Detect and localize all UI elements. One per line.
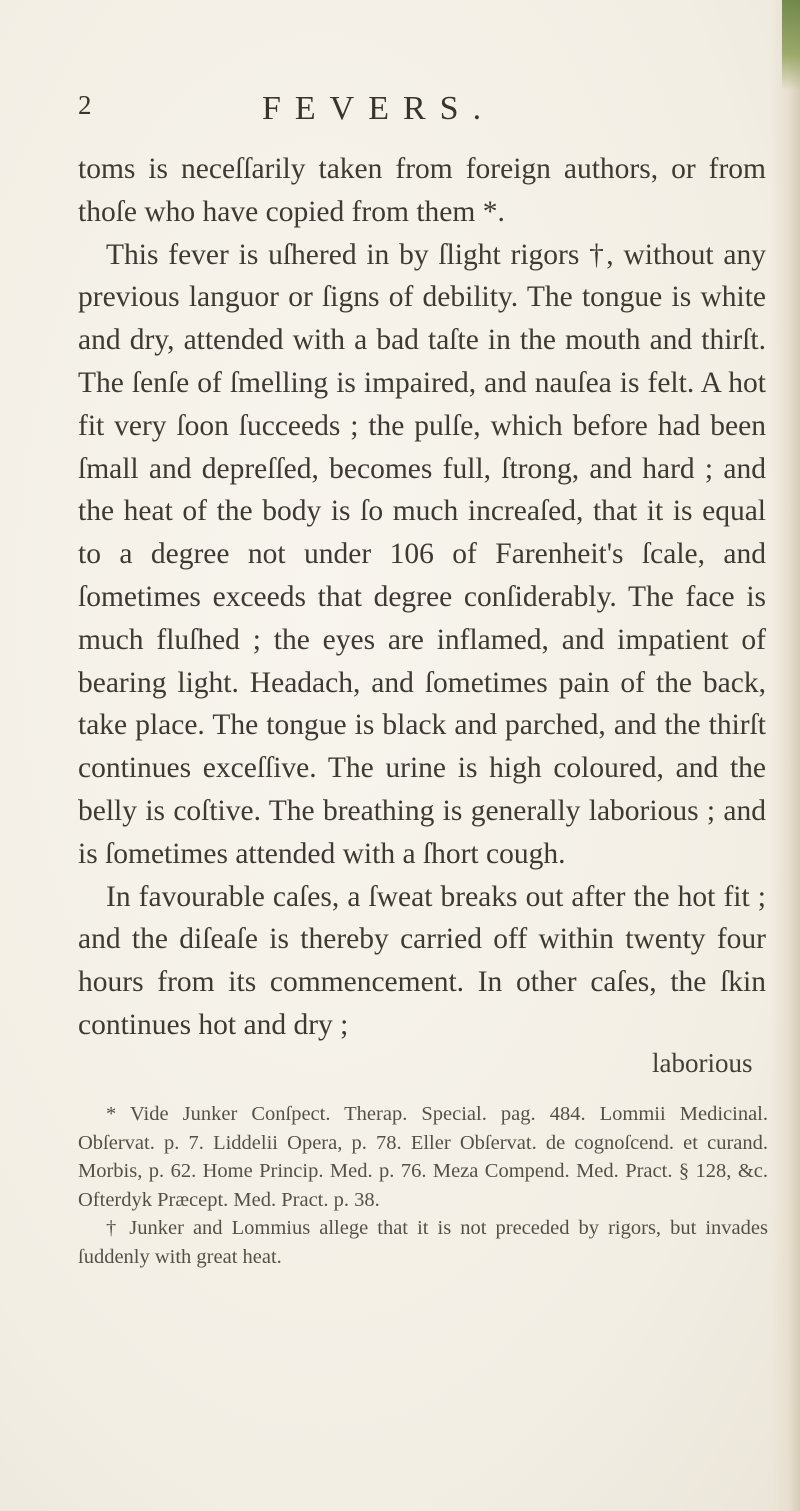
body-text [78, 148, 766, 1047]
footnote-rigors: † Junker and Lommius allege that it is not preceded by rigors, but invades ſuddenly with great heat. [78, 1217, 768, 1268]
footnotes [78, 1100, 768, 1272]
page-number: 2 [78, 90, 92, 120]
paragraph-symptoms: This fever is uſhered in by ſlight rigors †, without any previous languor or ſigns of debility. The tongue is white and dry, attended with a bad taſte in the mouth and thirſt. The ſenſe of ſmelling is impaired, and nauſea is felt. A hot fit very ſoon ſucceeds ; the pulſe, which before had been ſmall and depreſſed, becomes full, ſtrong, and hard ; and the heat of the body is ſo much increaſed, that it is equal to a degree not under 106 of Farenheit's ſcale, and ſometimes exceeds that degree conſiderably. The face is much fluſhed ; the eyes are inflamed, and impatient of bearing light. Headach, and ſometimes pain of the back, take place. The tongue is black and parched, and the thirſt continues exceſſive. The urine is high coloured, and the belly is coſtive. The breathing is generally laborious ; and is ſometimes attended with a ſhort cough. [78, 238, 766, 870]
page-corner-stain [782, 0, 800, 90]
page-header [0, 90, 800, 130]
catchword: laborious [652, 1048, 753, 1078]
paragraph-continuation: toms is neceſſarily taken from foreign authors, or from thoſe who have copied from them *. [78, 153, 766, 228]
running-title: FEVERS. [262, 90, 496, 127]
footnote-references: * Vide Junker Conſpect. Therap. Special. pag. 484. Lommii Medicinal. Obſervat. p. 7. Liddelii Opera, p. 78. Eller Obſervat. de cognoſcend. et curand. Morbis, p. 62. Home Princip. Med. p. 76. Meza Compend. Med. Pract. § 128, &c. Ofterdyk Præcept. Med. Pract. p. 38. [78, 1103, 768, 1211]
paragraph-outcomes: In favourable caſes, a ſweat breaks out after the hot fit ; and the diſeaſe is thereby carried off within twenty four hours from its commencement. In other caſes, the ſkin continues hot and dry ; [78, 880, 766, 1041]
page-edge-shadow [770, 0, 800, 1511]
